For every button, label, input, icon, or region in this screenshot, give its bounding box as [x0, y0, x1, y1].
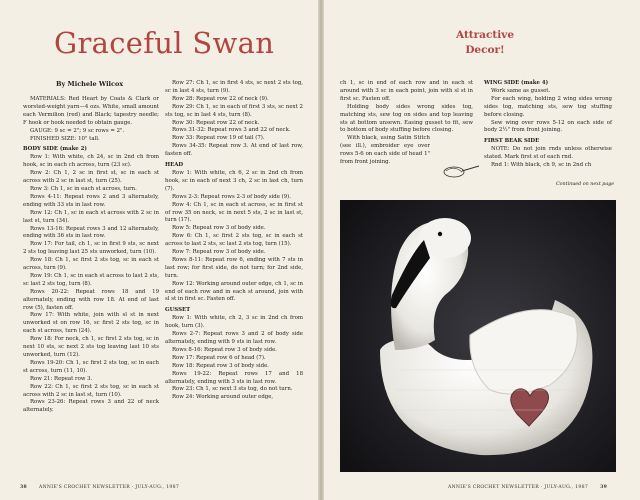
instruction-row: Rows 31-32: Repeat rows 3 and 22 of neck. [172, 127, 291, 134]
instruction-row: Row 7: Repeat row 3 of body side. [172, 249, 266, 256]
subtitle-line-1: Attractive [455, 29, 514, 41]
footer-right [448, 485, 607, 490]
left-column-1 [23, 96, 159, 415]
footer-left [20, 485, 179, 490]
instruction-row: Row 2: Ch 1, 2 sc in first st, sc in each st across with 2 sc in last st, turn (25). [23, 170, 159, 185]
instruction-row: NOTE: Do not join rnds unless otherwise stated. Mark first st of each rnd. [484, 146, 612, 161]
instruction-row: Rows 8-11: Repeat row 6, ending with 7 sts in last row; for first side, do not turn; for 2nd side, turn. [165, 256, 303, 279]
needle-illustration-icon [440, 163, 480, 179]
instruction-row: Row 12: Ch 1, sc in each st across with 2 sc in last st, turn (34). [23, 209, 159, 224]
instruction-row: Row 23: Ch 1, sc next 3 sts tog, do not turn. [172, 386, 293, 393]
instruction-row: For each wing, holding 2 wing sides wrong sides tog, matching sts, sew tog stuffing before closing. [484, 95, 612, 118]
article-subtitle [430, 28, 540, 58]
instruction-row: Row 17: Repeat row 6 of head (7). [172, 354, 266, 361]
footer-right-text: ANNIE'S CROCHET NEWSLETTER · JULY-AUG., 1987 [448, 485, 589, 490]
instruction-row: Rows 2-3: Repeat rows 2-3 of body side (9). [172, 193, 291, 200]
instruction-row: Row 5: Repeat row 3 of body side. [172, 225, 266, 232]
subtitle-line-2: Decor! [465, 44, 505, 56]
instruction-row: Row 29: Ch 1, sc in each of first 3 sts, sc next 2 sts tog, sc in last 4 sts, turn (8). [165, 103, 303, 118]
footer-left-text: ANNIE'S CROCHET NEWSLETTER · JULY-AUG., 1987 [39, 485, 180, 490]
instruction-row: Rows 19-22: Repeat rows 17 and 18 alternately, ending with 3 sts in last row. [165, 370, 303, 385]
materials-text: MATERIALS: Red Heart by Coats & Clark or worsted-weight yarn—4 ozs. White, small amount each Vermilion (red) and Black; tapestry needle; F hook or hook needed to obtain gauge. [23, 96, 159, 126]
instruction-row: Work same as gusset. [491, 87, 551, 94]
instruction-row: Rows 8-16: Repeat row 3 of body side. [172, 346, 278, 353]
instruction-row: ch 1, sc in end of each row and in each st around with 3 sc in each point, join with sl st in first sc. Fasten off. [340, 80, 473, 102]
swan-photo [340, 200, 616, 472]
section-heading-first-beak-side: FIRST BEAK SIDE [484, 138, 540, 145]
instruction-row: Row 24: Working around outer edge, [172, 394, 274, 401]
instruction-row: Row 3: Ch 1, sc in each st across, turn. [30, 185, 137, 192]
right-column-2 [484, 80, 612, 170]
instruction-row: Rows 4-11: Repeat rows 2 and 3 alternately, ending with 33 sts in last row. [23, 193, 159, 208]
left-column-2 [165, 80, 303, 402]
section-heading-body-side: BODY SIDE (make 2) [23, 146, 87, 153]
page-number-left: 38 [20, 485, 27, 490]
article-title: Graceful Swan [54, 26, 275, 60]
instruction-row: Row 33: Repeat row 19 of tail (7). [172, 135, 265, 142]
instruction-row: Row 28: Repeat row 22 of neck (9). [172, 95, 269, 102]
instruction-row: Row 22: Ch 1, sc first 2 sts tog, sc in each st across with 2 sc in last st, turn (10). [23, 383, 159, 398]
section-heading-wing-side: WING SIDE (make 4) [484, 80, 549, 86]
left-page [0, 0, 318, 500]
gauge-text: GAUGE: 9 sc = 2"; 9 sc rows = 2". [30, 127, 125, 134]
instruction-row: Sew wing over rows 5-12 on each side of body 2½" from front joining. [484, 119, 612, 134]
instruction-row: Row 1: With white, ch 2, 3 sc in 2nd ch from hook, turn (3). [165, 315, 303, 330]
instruction-row: Row 4: Ch 1, sc in each st across, sc in first st of row 35 on neck, sc in next 5 sts, 2 sc in last st, turn (17). [165, 201, 303, 224]
instruction-row: Rows 34-35: Repeat row 3. At end of last row, fasten off. [165, 143, 303, 158]
instruction-row: Rows 23-26: Repeat rows 3 and 22 of neck alternately. [23, 399, 159, 414]
instruction-row: Row 19: Ch 1, sc in each st across to last 2 sts, sc last 2 sts tog, turn (8). [23, 272, 159, 287]
instruction-row: Row 18: Ch 1, sc first 2 sts tog, sc in each st across, turn (9). [23, 257, 159, 272]
finished-size-text: FINISHED SIZE: 10" tall. [30, 135, 100, 142]
section-heading-head: HEAD [165, 162, 184, 169]
continued-note: Continued on next page [556, 182, 615, 187]
instruction-row: Row 17: For tail, ch 1, sc in first 9 sts, sc next 2 sts tog leaving last 25 sts unworked, turn (10). [23, 241, 159, 256]
instruction-row: Rows 13-16: Repeat rows 3 and 12 alternately, ending with 36 sts in last row. [23, 225, 159, 240]
embroider-text: With black, using Satin Stitch (see ill.), embroider eye over rows 5-6 on each side of head 1" from front joining. [340, 135, 430, 166]
instruction-row: Row 21: Repeat row 3. [30, 375, 93, 382]
instruction-row: Row 18: Repeat row 3 of body side. [172, 362, 270, 369]
instruction-row: Rows 20-22: Repeat rows 18 and 19 alternately, ending with row 18. At end of last row (5), fasten off. [23, 288, 159, 311]
instruction-row: Row 17: With white, join with sl st in next unworked st on row 16, sc first 2 sts tog, sc in each st across, turn (24). [23, 312, 159, 335]
instruction-row: Row 12: Working around outer edge, ch 1, sc in end of each row and in each st around, join with sl st in first sc. Fasten off. [165, 280, 303, 303]
instruction-row: Row 30: Repeat row 22 of neck. [172, 119, 260, 126]
instruction-row: Rnd 1: With black, ch 9, sc in 2nd ch [491, 162, 592, 169]
instruction-row: Row 1: With white, ch 24, sc in 2nd ch from hook, sc in each ch across, turn (23 sc). [23, 154, 159, 169]
page-number-right: 39 [600, 485, 608, 490]
swan-illustration-icon [340, 200, 616, 472]
instruction-row: Row 1: With white, ch 6, 2 sc in 2nd ch from hook, sc in each of next 3 ch, 2 sc in last ch, turn (7). [165, 169, 303, 192]
instruction-row: Rows 19-20: Ch 1, sc first 2 sts tog, sc in each st across, turn (11, 10). [23, 359, 159, 374]
instruction-row: Row 6: Ch 1, sc first 2 sts tog, sc in each st across to last 2 sts, sc last 2 sts tog, turn (15). [165, 233, 303, 248]
instruction-row: Rows 2-7: Repeat rows 3 and 2 of body side alternately, ending with 9 sts in last row. [165, 331, 303, 345]
instruction-row: Holding body sides wrong sides tog, matching sts, sew tog on sides and top leaving sts at bottom unsewn. Easing gusset to fit, sew to bottom of body stuffing before closing. [340, 103, 473, 134]
byline: By Michele Wilcox [56, 80, 124, 88]
instruction-row: Row 27: Ch 1, sc in first 4 sts, sc next 2 sts tog, sc in last 4 sts, turn (9). [165, 80, 303, 94]
right-column-1 [340, 80, 473, 167]
section-heading-gusset: GUSSET [165, 307, 191, 314]
instruction-row: Row 18: For neck, ch 1, sc first 2 sts tog, sc in next 10 sts, sc next 2 sts tog leaving last 10 sts unworked, turn (12). [23, 336, 159, 358]
